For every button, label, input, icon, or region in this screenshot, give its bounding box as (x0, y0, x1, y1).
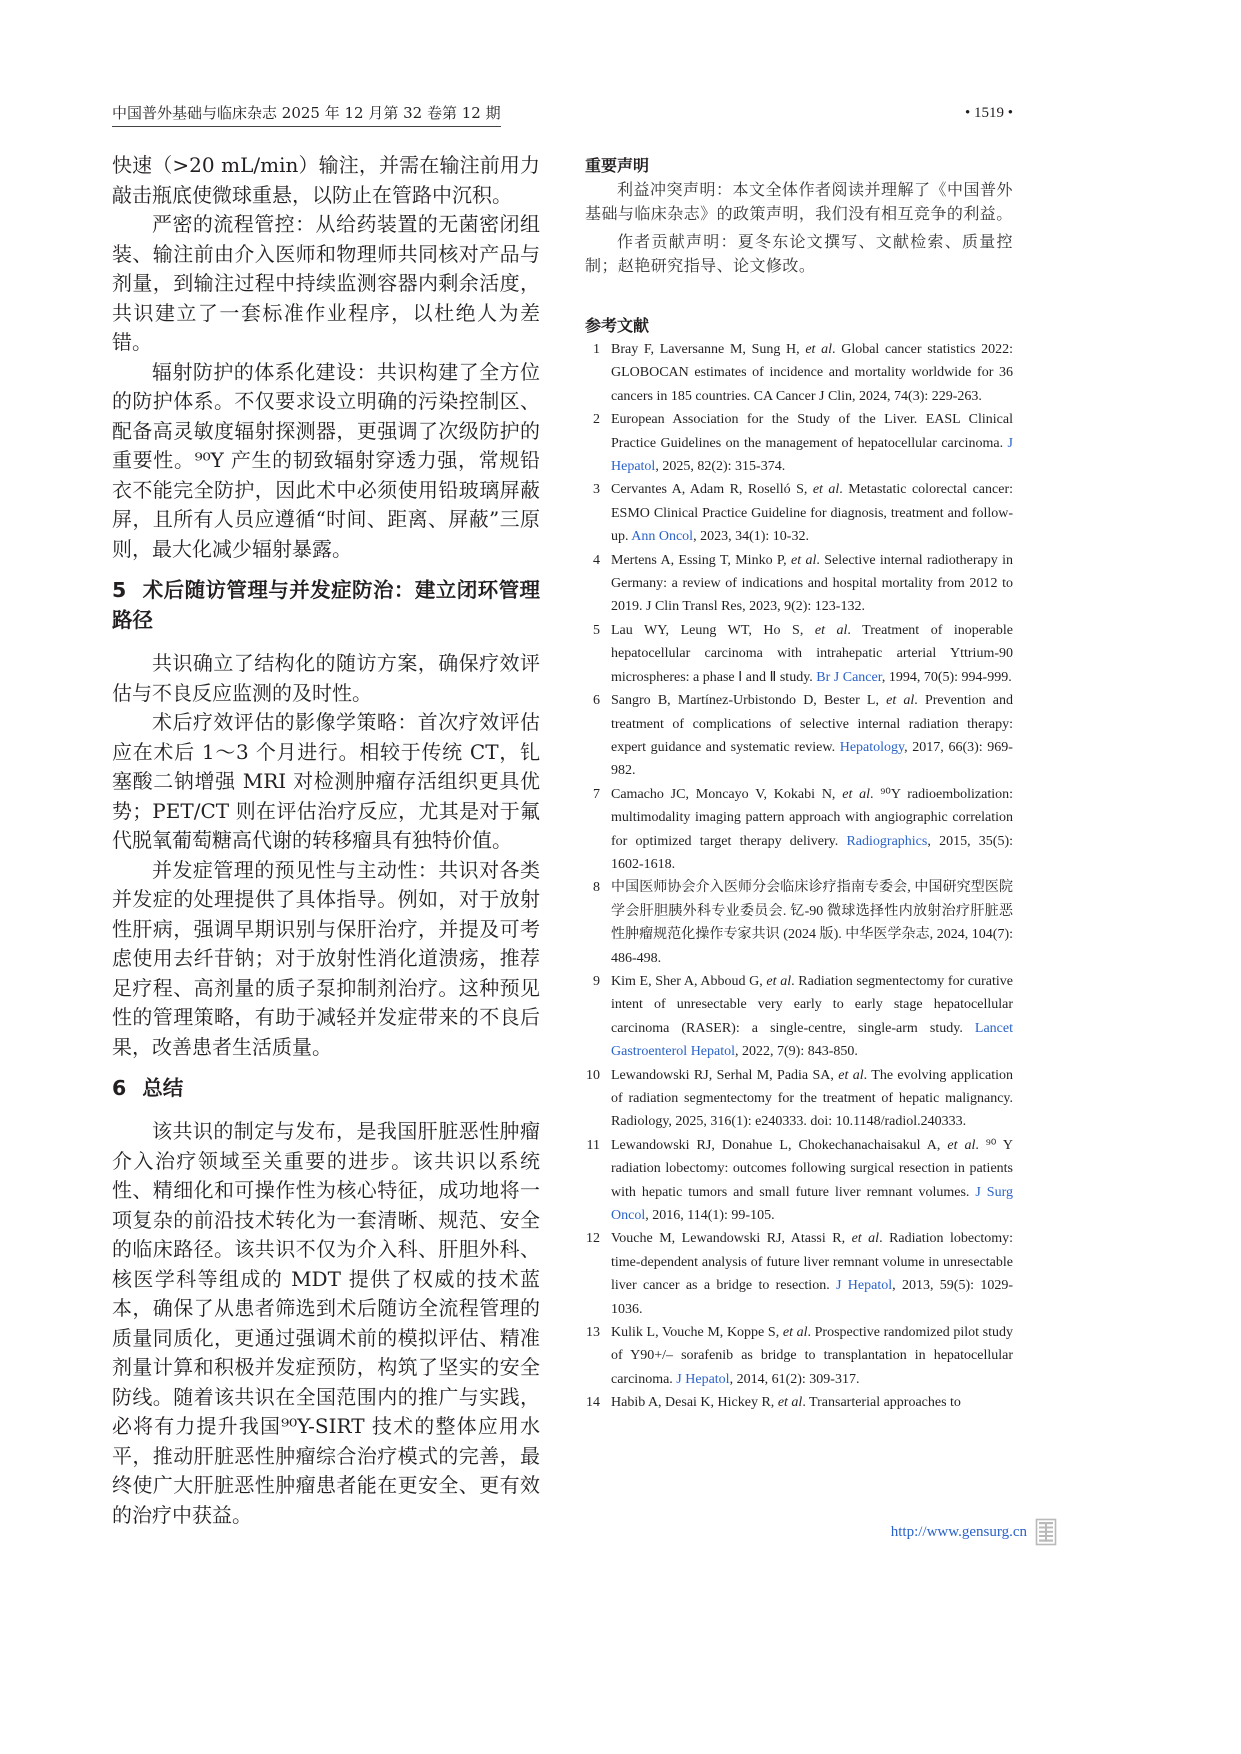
reference-item (585, 549, 1013, 619)
reference-details: . ⁹⁰ Y radiation lobectomy: outcomes following surgical resection in patients with hepatic tumors and small future liver remnant volumes. (611, 1137, 1013, 1200)
left-column (112, 151, 540, 1530)
et-al: et al (812, 482, 840, 498)
page-footer (891, 1518, 1057, 1546)
reference-details: . Radiation lobectomy: time-dependent analysis of future liver remnant volume in unresectable liver cancer as a bridge to resection. (611, 1231, 1013, 1294)
paragraph-radiation-protection: 辐射防护的体系化建设：共识构建了全方位的防护体系。不仅要求设立明确的污染控制区、配备高灵敏度辐射探测器，更强调了次级防护的重要性。⁹⁰Y 产生的韧致辐射穿透力强，常规铅衣不能完全防护，因此术中必须使用铅玻璃屏蔽屏，且所有人员应遵循“时间、距离、屏蔽”三原则，最大化减少辐射暴露。 (112, 359, 540, 561)
reference-authors: Lewandowski RJ, Donahue L, Chokechanachaisakul A, (611, 1137, 948, 1153)
reference-number: 6 (593, 693, 600, 709)
reference-text (611, 478, 1013, 548)
reference-citation: , 2014, 61(2): 309-317. (729, 1371, 860, 1387)
reference-citation: , 1994, 70(5): 994-999. (881, 669, 1012, 685)
reference-text (611, 1321, 1013, 1391)
reference-number: 3 (593, 482, 600, 498)
reference-details: . Selective internal radiotherapy in Germany: a review of indications and hospital mortality from 2012 to 2019. J Clin Transl Res, 2023, 9(2): 123-132. (611, 552, 1013, 615)
reference-authors: Lau WY, Leung WT, Ho S, (611, 622, 815, 638)
et-al: et al (814, 622, 848, 638)
running-header-journal-issue: 中国普外基础与临床杂志 2025 年 12 月第 32 卷第 12 期 (112, 103, 501, 127)
reference-details: . Global cancer statistics 2022: GLOBOCAN estimates of incidence and mortality worldwide for 36 cancers in 185 countries. CA Cancer J Clin, 2024, 74(3): 229-263. (611, 342, 1013, 404)
page-number: • 1519 • (964, 105, 1013, 121)
reference-item (585, 1321, 1013, 1391)
reference-authors: Habib A, Desai K, Hickey R, (611, 1395, 778, 1411)
section-title: 总结 (142, 1076, 184, 1100)
reference-details: . ⁹⁰Y radioembolization: multimodality imaging pattern approach with angiographic correlation for optimized target therapy delivery. (611, 786, 1013, 849)
reference-authors: Kulik L, Vouche M, Koppe S, (611, 1325, 783, 1341)
journal-link[interactable]: Hepatology (839, 739, 905, 755)
journal-link[interactable]: J Hepatol (611, 435, 1013, 475)
reference-number: 9 (593, 973, 600, 989)
paragraph-imaging-strategy: 术后疗效评估的影像学策略：首次疗效评估应在术后 1～3 个月进行。相较于传统 CT，钆塞酸二钠增强 MRI 对检测肿瘤存活组织更具优势；PET/CT 则在评估治疗反应，尤其是对于氟代脱氧葡萄糖高代谢的转移瘤具有独特价值。 (112, 710, 540, 852)
reference-item (585, 338, 1013, 408)
reference-details: . Radiation segmentectomy for curative intent of unresectable very early to early stage hepatocellular carcinoma (RASER): a single-centre, single-arm study. (611, 973, 1013, 1036)
reference-item (585, 783, 1013, 877)
paragraph-complication-management: 并发症管理的预见性与主动性：共识对各类并发症的处理提供了具体指导。例如，对于放射性肝病，强调早期识别与保肝治疗，并提及可考虑使用去纤苷钠；对于放射性消化道溃疡，推荐足疗程、高剂量的质子泵抑制剂治疗。这种预见性的管理策略，有助于减轻并发症带来的不良后果，改善患者生活质量。 (112, 857, 540, 1059)
reference-number: 4 (593, 552, 600, 568)
reference-citation: , 2015, 35(5): 1602-1618. (611, 833, 1013, 872)
journal-link[interactable]: J Surg Oncol (611, 1184, 1013, 1224)
reference-item (585, 1391, 1013, 1414)
reference-number: 11 (586, 1137, 600, 1153)
et-al: et al (838, 1067, 864, 1083)
right-column (585, 154, 1013, 1415)
journal-link[interactable]: J Hepatol (836, 1278, 893, 1294)
statements-heading: 重要声明 (585, 156, 650, 175)
reference-text (611, 338, 1013, 408)
reference-details: . The evolving application of radiation segmentectomy for the treatment of hepatic malignancy. Radiology, 2025, 316(1): e240333. doi: 10.1148/radiol.240333. (611, 1067, 1013, 1130)
et-al: et al (791, 552, 817, 568)
reference-list (585, 338, 1013, 1415)
reference-number: 14 (586, 1395, 600, 1411)
paragraph-process-control: 严密的流程管控：从给药装置的无菌密闭组装、输注前由介入医师和物理师共同核对产品与剂量，到输注过程中持续监测容器内剩余活度，共识建立了一套标准作业程序，以杜绝人为差错。 (112, 212, 540, 354)
author-contribution-statement: 作者贡献声明：夏冬东论文撰写、文献检索、质量控制；赵艳研究指导、论文修改。 (585, 232, 1013, 275)
reference-text (611, 689, 1013, 783)
paragraph-summary: 该共识的制定与发布，是我国肝脏恶性肿瘤介入治疗领域至关重要的进步。该共识以系统性、精细化和可操作性为核心特征，成功地将一项复杂的前沿技术转化为一套清晰、规范、安全的临床路径。该共识不仅为介入科、肝胆外科、核医学科等组成的 MDT 提供了权威的技术蓝本，确保了从患者筛选到术后随访全流程管理的质量同质化，更通过强调术前的模拟评估、精准剂量计算和积极并发症预防，构筑了坚实的安全防线。随着该共识在全国范围内的推广与实践，必将有力提升我国⁹⁰Y-SIRT 技术的整体应用水平，推动肝脏恶性肿瘤综合治疗模式的完善，最终使广大肝脏恶性肿瘤患者能在更安全、更有效的治疗中获益。 (112, 1119, 540, 1527)
reference-number: 2 (593, 412, 600, 428)
et-al: et al (782, 1325, 808, 1341)
reference-text (611, 1227, 1013, 1321)
paragraph-continued: 快速（>20 mL/min）输注，并需在输注前用力敲击瓶底使微球重悬，以防止在管路中沉积。 (112, 153, 540, 207)
journal-website-link[interactable]: http://www.gensurg.cn (890, 1524, 1027, 1540)
et-al: et al (777, 1395, 803, 1411)
reference-text (611, 876, 1013, 970)
section-number: 6 (112, 1076, 127, 1100)
reference-item (585, 1064, 1013, 1134)
reference-text (611, 783, 1013, 877)
et-al: et al (947, 1137, 976, 1153)
et-al: et al (851, 1231, 880, 1247)
reference-authors: Mertens A, Essing T, Minko P, (611, 552, 792, 568)
reference-item (585, 478, 1013, 548)
journal-link[interactable]: Radiographics (846, 833, 928, 849)
et-al: et al (766, 973, 792, 989)
reference-number: 1 (593, 342, 600, 357)
reference-text (611, 1134, 1013, 1228)
reference-text (611, 408, 1013, 478)
reference-number: 7 (593, 786, 600, 802)
reference-item (585, 689, 1013, 783)
reference-authors: Vouche M, Lewandowski RJ, Atassi R, (611, 1231, 852, 1247)
journal-link[interactable]: Lancet Gastroenterol Hepatol (611, 1020, 1013, 1060)
reference-authors: European Association for the Study of the Liver. EASL Clinical Practice Guidelines on the management of hepatocellular carcinoma. (611, 412, 1013, 451)
journal-link[interactable]: Ann Oncol (631, 529, 694, 545)
section-6-heading (112, 1073, 540, 1103)
reference-authors: Bray F, Laversanne M, Sung H, (611, 342, 806, 357)
reference-full-text: 中国医师协会介入医师分会临床诊疗指南专委会, 中国研究型医院学会肝胆胰外科专业委员会. 钇-90 微球选择性内放射治疗肝脏恶性肿瘤规范化操作专家共识 (2024 版). 中华医学杂志, 2024, 104(7): 486-498. (611, 880, 1013, 966)
reference-authors: Kim E, Sher A, Abboud G, (611, 973, 767, 989)
reference-item (585, 619, 1013, 689)
journal-logo-icon (1035, 1518, 1057, 1546)
reference-citation: , 2013, 59(5): 1029-1036. (611, 1278, 1013, 1317)
journal-link[interactable]: J Hepatol (676, 1371, 730, 1387)
reference-number: 10 (586, 1067, 600, 1083)
reference-text (611, 549, 1013, 619)
reference-citation: , 2025, 82(2): 315-374. (655, 459, 786, 475)
et-al: et al (805, 342, 833, 357)
reference-item (585, 1134, 1013, 1228)
reference-details: . Prevention and treatment of complications of selective internal radiation therapy: expert guidance and systematic review. (611, 693, 1013, 755)
references-heading: 参考文献 (585, 316, 650, 335)
reference-authors: Lewandowski RJ, Serhal M, Padia SA, (611, 1067, 839, 1083)
et-al: et al (886, 693, 915, 709)
reference-number: 13 (586, 1325, 600, 1341)
journal-link[interactable]: Br J Cancer (816, 669, 882, 685)
reference-number: 12 (586, 1231, 600, 1247)
section-5-heading (112, 575, 540, 635)
reference-text (611, 619, 1013, 689)
reference-text (611, 1064, 1013, 1134)
reference-citation: , 2016, 114(1): 99-105. (645, 1208, 775, 1224)
reference-text (611, 970, 1013, 1064)
reference-citation: , 2017, 66(3): 969-982. (611, 739, 1013, 779)
reference-citation: , 2022, 7(9): 843-850. (735, 1044, 858, 1060)
paragraph-followup-intro: 共识确立了结构化的随访方案，确保疗效评估与不良反应监测的及时性。 (112, 651, 540, 705)
reference-details: . Transarterial approaches to (802, 1395, 961, 1411)
reference-number: 5 (593, 622, 600, 638)
reference-details: . Prospective randomized pilot study of Y90+/– sorafenib as bridge to transplantation in hepatocellular carcinoma. (611, 1325, 1013, 1387)
et-al: et al (842, 786, 871, 802)
reference-citation: , 2023, 34(1): 10-32. (693, 529, 809, 545)
reference-details: . Metastatic colorectal cancer: ESMO Clinical Practice Guideline for diagnosis, treatment and follow-up. (611, 482, 1013, 545)
reference-text (611, 1391, 1013, 1414)
reference-item (585, 970, 1013, 1064)
reference-details: . Treatment of inoperable hepatocellular carcinoma with intrahepatic arterial Yttrium-90 microspheres: a phase Ⅰ and Ⅱ study. (611, 622, 1014, 685)
section-number: 5 (112, 578, 127, 602)
reference-number: 8 (593, 880, 600, 896)
conflict-of-interest-statement: 利益冲突声明：本文全体作者阅读并理解了《中国普外基础与临床杂志》的政策声明，我们没有相互竞争的利益。 (585, 180, 1013, 223)
reference-authors: Sangro B, Martínez-Urbistondo D, Bester L, (611, 693, 887, 709)
reference-item (585, 1227, 1013, 1321)
reference-item (585, 408, 1013, 478)
reference-authors: Camacho JC, Moncayo V, Kokabi N, (611, 786, 843, 802)
reference-authors: Cervantes A, Adam R, Roselló S, (611, 482, 813, 498)
reference-item (585, 876, 1013, 970)
section-title: 术后随访管理与并发症防治：建立闭环管理路径 (112, 578, 540, 632)
